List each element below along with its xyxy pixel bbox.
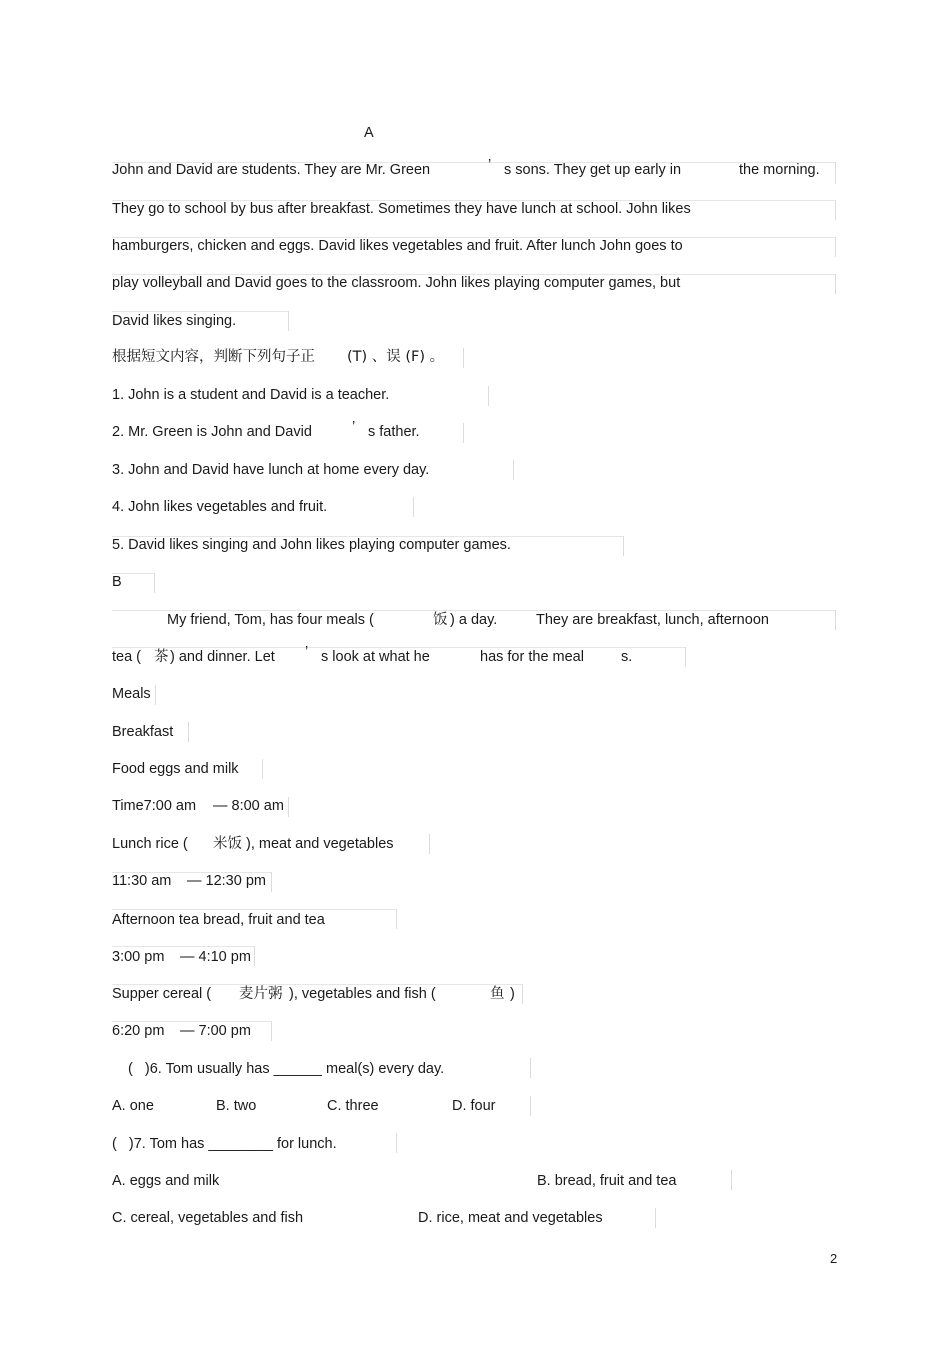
passage-line: ) a day. xyxy=(450,612,498,628)
rule xyxy=(262,759,263,779)
table-line: — 8:00 am xyxy=(213,798,284,814)
passage-line: hamburgers, chicken and eggs. David likes vegetables and fruit. After lunch John goes to xyxy=(112,238,683,254)
statement-item: s father. xyxy=(368,424,420,440)
passage-line: has for the meal xyxy=(480,649,584,665)
statement-item: 2. Mr. Green is John and David xyxy=(112,424,312,440)
rule xyxy=(155,685,156,705)
answer-option: C. three xyxy=(327,1098,379,1114)
passage-line: They go to school by bus after breakfast. Sometimes they have lunch at school. John likes xyxy=(112,201,691,217)
question-stem: ( )7. Tom has ________ for lunch. xyxy=(112,1136,337,1152)
rule xyxy=(655,1208,656,1228)
passage-line: David likes singing. xyxy=(112,313,237,329)
answer-option: A. one xyxy=(112,1098,154,1114)
answer-option: B. bread, fruit and tea xyxy=(537,1173,677,1189)
passage-line: John and David are students. They are Mr. Green xyxy=(112,162,431,178)
answer-option: C. cereal, vegetables and fish xyxy=(112,1210,304,1226)
passage-line: My friend, Tom, has four meals ( xyxy=(167,612,374,628)
passage-line: s sons. They get up early in xyxy=(504,162,682,178)
page-number: 2 xyxy=(830,1251,838,1266)
rule xyxy=(835,162,836,184)
table-line: ) xyxy=(510,986,515,1002)
rule xyxy=(396,909,397,929)
answer-option: B. two xyxy=(216,1098,257,1114)
passage-line: play volleyball and David goes to the classroom. John likes playing computer games, but xyxy=(112,275,681,291)
apostrophe: ’ xyxy=(305,644,309,660)
table-line: 3:00 pm xyxy=(112,949,165,965)
instruction: 根据短文内容，判断下列句子正 xyxy=(112,349,315,365)
rule xyxy=(112,909,396,910)
rule xyxy=(835,200,836,220)
table-line: Food eggs and milk xyxy=(112,761,239,777)
passage-line: They are breakfast, lunch, afternoon xyxy=(536,612,769,628)
table-line: — 4:10 pm xyxy=(180,949,251,965)
rule xyxy=(254,946,255,966)
passage-line: tea ( xyxy=(112,649,142,665)
table-line: Afternoon tea bread, fruit and tea xyxy=(112,912,325,928)
rule xyxy=(463,423,464,443)
chinese-gloss: 米饭 xyxy=(213,836,242,852)
rule xyxy=(731,1170,732,1190)
chinese-gloss: 麦片粥 xyxy=(239,986,283,1002)
table-line: — 7:00 pm xyxy=(180,1023,251,1039)
question-stem: ( )6. Tom usually has ______ meal(s) every day. xyxy=(128,1061,445,1077)
rule xyxy=(623,536,624,556)
rule xyxy=(154,573,155,593)
table-line: Lunch rice ( xyxy=(112,836,188,852)
table-line: Meals xyxy=(112,686,151,702)
table-line: ), meat and vegetables xyxy=(246,836,394,852)
rule xyxy=(488,386,489,406)
chinese-gloss: 鱼 xyxy=(490,986,505,1002)
passage-line: ) and dinner. Let xyxy=(170,649,275,665)
statement-item: 3. John and David have lunch at home every day. xyxy=(112,462,430,478)
passage-b-heading: B xyxy=(112,574,122,590)
rule xyxy=(188,722,189,742)
table-line: 6:20 pm xyxy=(112,1023,165,1039)
statement-item: 5. David likes singing and John likes playing computer games. xyxy=(112,537,511,553)
chinese-gloss: 茶 xyxy=(154,649,169,665)
rule xyxy=(530,1058,531,1078)
rule xyxy=(429,834,430,854)
rule xyxy=(288,311,289,331)
table-line: Supper cereal ( xyxy=(112,986,212,1002)
table-line: Breakfast xyxy=(112,724,174,740)
table-line: — 12:30 pm xyxy=(187,873,266,889)
rule xyxy=(396,1133,397,1153)
passage-line: the morning. xyxy=(739,162,820,178)
table-line: ), vegetables and fish ( xyxy=(289,986,436,1002)
instruction: (T) 、误 (F) 。 xyxy=(347,349,445,365)
apostrophe: ’ xyxy=(488,157,492,173)
rule xyxy=(513,460,514,480)
rule xyxy=(463,348,464,368)
chinese-gloss: 饭 xyxy=(433,612,448,628)
answer-option: A. eggs and milk xyxy=(112,1173,220,1189)
rule xyxy=(530,1096,531,1116)
rule xyxy=(835,237,836,257)
rule xyxy=(271,872,272,892)
rule xyxy=(835,274,836,294)
rule xyxy=(835,610,836,630)
passage-a-heading: A xyxy=(364,125,374,141)
rule xyxy=(112,946,254,947)
rule xyxy=(522,984,523,1004)
statement-item: 4. John likes vegetables and fruit. xyxy=(112,499,328,515)
apostrophe: ’ xyxy=(352,419,356,435)
table-line: Time7:00 am xyxy=(112,798,197,814)
passage-line: s look at what he xyxy=(321,649,430,665)
rule xyxy=(271,1021,272,1041)
statement-item: 1. John is a student and David is a teacher. xyxy=(112,387,390,403)
answer-option: D. rice, meat and vegetables xyxy=(418,1210,603,1226)
rule xyxy=(288,797,289,817)
passage-line: s. xyxy=(621,649,633,665)
rule xyxy=(413,497,414,517)
rule xyxy=(685,647,686,667)
table-line: 11:30 am xyxy=(112,873,172,889)
answer-option: D. four xyxy=(452,1098,496,1114)
